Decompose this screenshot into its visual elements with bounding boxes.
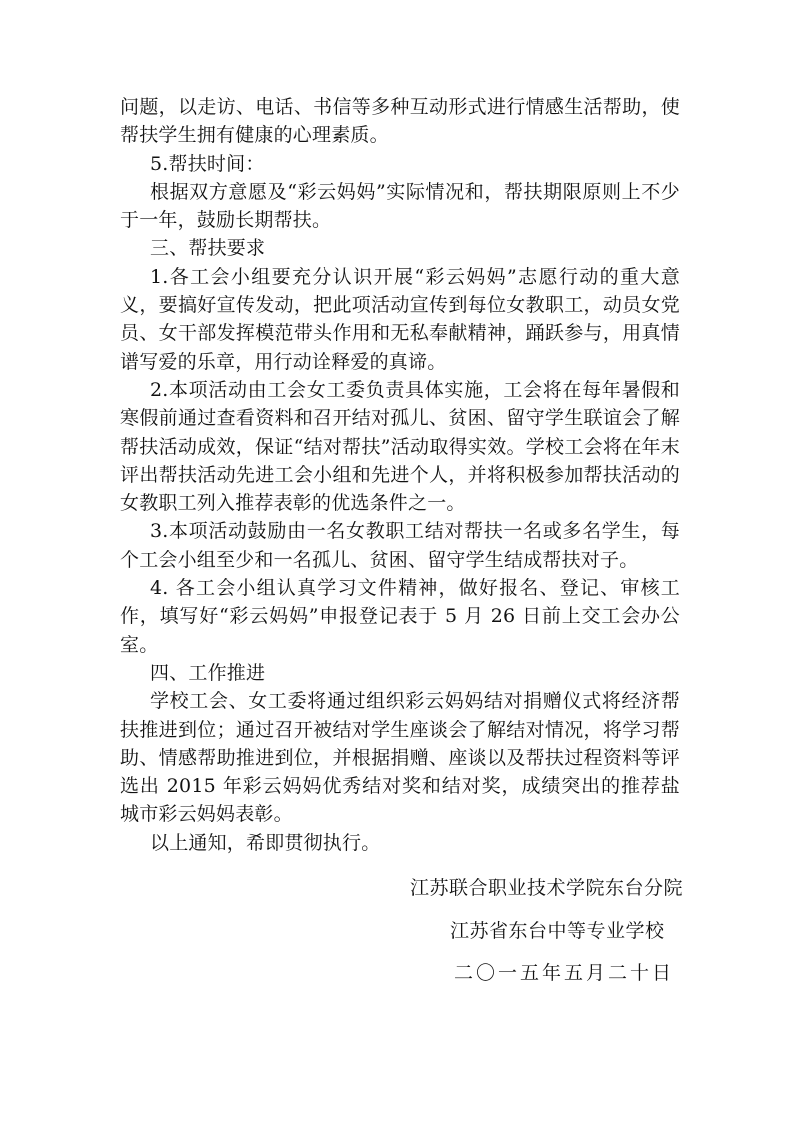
paragraph-requirement-1: 1.各工会小组要充分认识开展“彩云妈妈”志愿行动的重大意义，要搞好宣传发动，把此项活动宣传到每位女教职工，动员女党员、女干部发挥模范带头作用和无私奉献精神，踊跃参与，用真情谱写爱的乐章，用行动诠释爱的真谛。 [120, 265, 680, 373]
signature-organization-1: 江苏联合职业技术学院东台分院 [410, 877, 684, 899]
paragraph-closing-notice: 以上通知，希即贯彻执行。 [150, 831, 381, 854]
paragraph-continuation: 问题，以走访、电话、书信等多种互动形式进行情感生活帮助，使帮扶学生拥有健康的心理素质。 [120, 96, 680, 147]
section-heading-work-promotion: 四、工作推进 [150, 661, 266, 684]
paragraph-requirement-3: 3.本项活动鼓励由一名女教职工结对帮扶一名或多名学生，每个工会小组至少和一名孤儿、贫困、留守学生结成帮扶对子。 [120, 520, 680, 571]
signature-organization-2: 江苏省东台中等专业学校 [450, 920, 665, 942]
section-heading-requirements: 三、帮扶要求 [150, 237, 266, 260]
paragraph-requirement-2: 2.本项活动由工会女工委负责具体实施，工会将在每年暑假和寒假前通过查看资料和召开结对孤儿、贫困、留守学生联谊会了解帮扶活动成效，保证“结对帮扶”活动取得实效。学校工会将在年末评出帮扶活动先进工会小组和先进个人，并将积极参加帮扶活动的女教职工列入推荐表彰的优选条件之一。 [120, 378, 680, 515]
item-heading-help-period: 5.帮扶时间： [150, 152, 265, 175]
paragraph-work-promotion: 学校工会、女工委将通过组织彩云妈妈结对捐赠仪式将经济帮扶推进到位；通过召开被结对学生座谈会了解结对情况，将学习帮助、情感帮助推进到位，并根据捐赠、座谈以及帮扶过程资料等评选出 2015 年彩云妈妈优秀结对奖和结对奖，成绩突出的推荐盐城市彩云妈妈表彰。 [120, 690, 680, 826]
paragraph-help-period: 根据双方意愿及“彩云妈妈”实际情况和，帮扶期限原则上不少于一年，鼓励长期帮扶。 [120, 180, 680, 232]
paragraph-requirement-4: 4. 各工会小组认真学习文件精神，做好报名、登记、审核工作，填写好“彩云妈妈”申报登记表于 5 月 26 日前上交工会办公室。 [120, 577, 680, 656]
document-body [120, 93, 680, 857]
signature-date: 二〇一五年五月二十日 [454, 962, 675, 984]
